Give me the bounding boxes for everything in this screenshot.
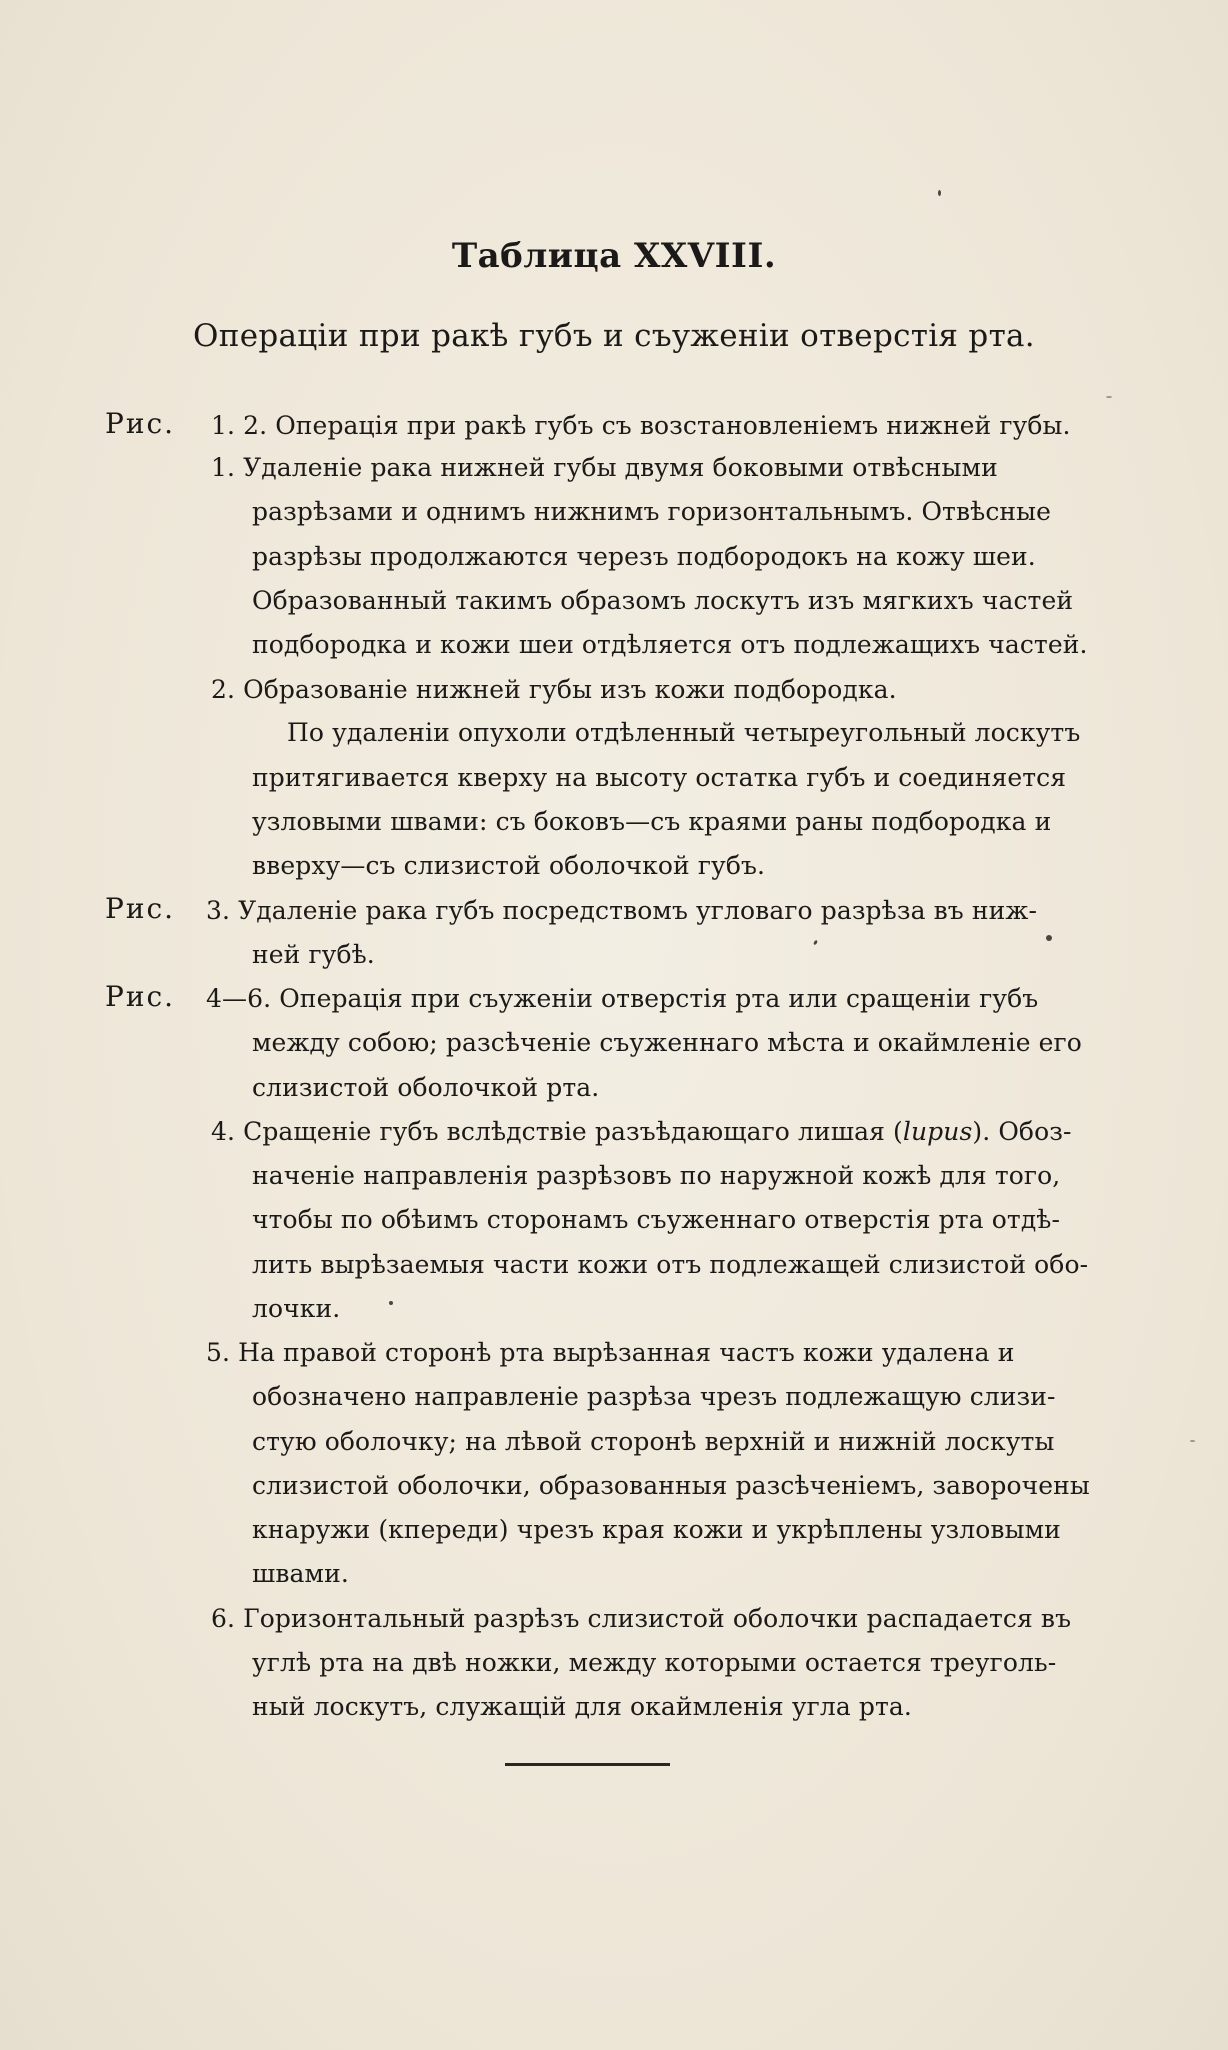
scan-speck [1046, 935, 1052, 941]
text-line: ный лоскутъ, служащій для окаймленія угла рта. [252, 1692, 912, 1721]
text-line: 1. 2. Операція при ракѣ губъ съ возстановленіемъ нижней губы. [211, 411, 1071, 440]
text-line: 4—6. Операція при съуженіи отверстія рта или сращеніи губъ [206, 984, 1039, 1013]
text-line: между собою; разсѣченіе съуженнаго мѣста и окаймленіе его [252, 1028, 1082, 1057]
text-line: швами. [252, 1559, 349, 1588]
text-line [211, 1110, 1072, 1154]
text-line: 5. На правой сторонѣ рта вырѣзанная частъ кожи удалена и [206, 1338, 1015, 1367]
figure-label: Рис. [105, 892, 176, 925]
text-line: вверху—съ слизистой оболочкой губъ. [252, 851, 766, 880]
text-line: Образованный такимъ образомъ лоскутъ изъ мягкихъ частей [252, 586, 1074, 615]
text-line: По удаленіи опухоли отдѣленный четыреугольный лоскутъ [287, 718, 1081, 747]
text-line: 1. Удаленіе рака нижней губы двумя боковыми отвѣсными [211, 453, 998, 482]
text-line: подбородка и кожи шеи отдѣляется отъ подлежащихъ частей. [252, 630, 1088, 659]
scan-speck [938, 190, 941, 196]
text-fragment: ). Обоз- [972, 1117, 1072, 1146]
text-line: слизистой оболочкой рта. [252, 1073, 600, 1102]
text-line: разрѣзы продолжаются черезъ подбородокъ на кожу шеи. [252, 542, 1036, 571]
text-line: ней губѣ. [252, 940, 375, 969]
latin-term: lupus [902, 1117, 973, 1146]
text-line: кнаружи (кпереди) чрезъ края кожи и укрѣплены узловыми [252, 1515, 1061, 1544]
figure-label: Рис. [105, 980, 176, 1013]
text-line: узловыми швами: съ боковъ—съ краями раны подбородка и [252, 807, 1052, 836]
text-line: обозначено направленіе разрѣза чрезъ подлежащую слизи- [252, 1382, 1056, 1411]
page-subtitle: Операціи при ракѣ губъ и съуженіи отверстія рта. [193, 318, 1035, 354]
text-line: углѣ рта на двѣ ножки, между которыми остается треуголь- [252, 1648, 1057, 1677]
scan-speck [389, 1301, 393, 1305]
text-line: 3. Удаленіе рака губъ посредствомъ угловаго разрѣза въ ниж- [206, 896, 1038, 925]
scan-speck [1190, 1440, 1195, 1442]
text-line: притягивается кверху на высоту остатка губъ и соединяется [252, 763, 1067, 792]
closing-rule [505, 1763, 670, 1766]
text-line: слизистой оболочки, образованныя разсѣченіемъ, заворочены [252, 1471, 1090, 1500]
scan-speck [1106, 396, 1112, 398]
text-line: 2. Образованіе нижней губы изъ кожи подбородка. [211, 675, 897, 704]
text-line: стую оболочку; на лѣвой сторонѣ верхній и нижній лоскуты [252, 1427, 1055, 1456]
text-line: лить вырѣзаемыя части кожи отъ подлежащей слизистой обо- [252, 1250, 1089, 1279]
text-fragment: 4. Сращеніе губъ вслѣдствіе разъѣдающаго лишая ( [211, 1117, 903, 1146]
page-title: Таблица XXVIII. [451, 236, 777, 276]
text-line: наченіе направленія разрѣзовъ по наружной кожѣ для того, [252, 1161, 1061, 1190]
text-line: разрѣзами и однимъ нижнимъ горизонтальнымъ. Отвѣсные [252, 497, 1052, 526]
scan-speck [813, 940, 818, 946]
text-line: 6. Горизонтальный разрѣзъ слизистой оболочки распадается въ [211, 1604, 1072, 1633]
text-line: лочки. [252, 1294, 341, 1323]
figure-label: Рис. [105, 407, 176, 440]
text-line: чтобы по обѣимъ сторонамъ съуженнаго отверстія рта отдѣ- [252, 1205, 1061, 1234]
